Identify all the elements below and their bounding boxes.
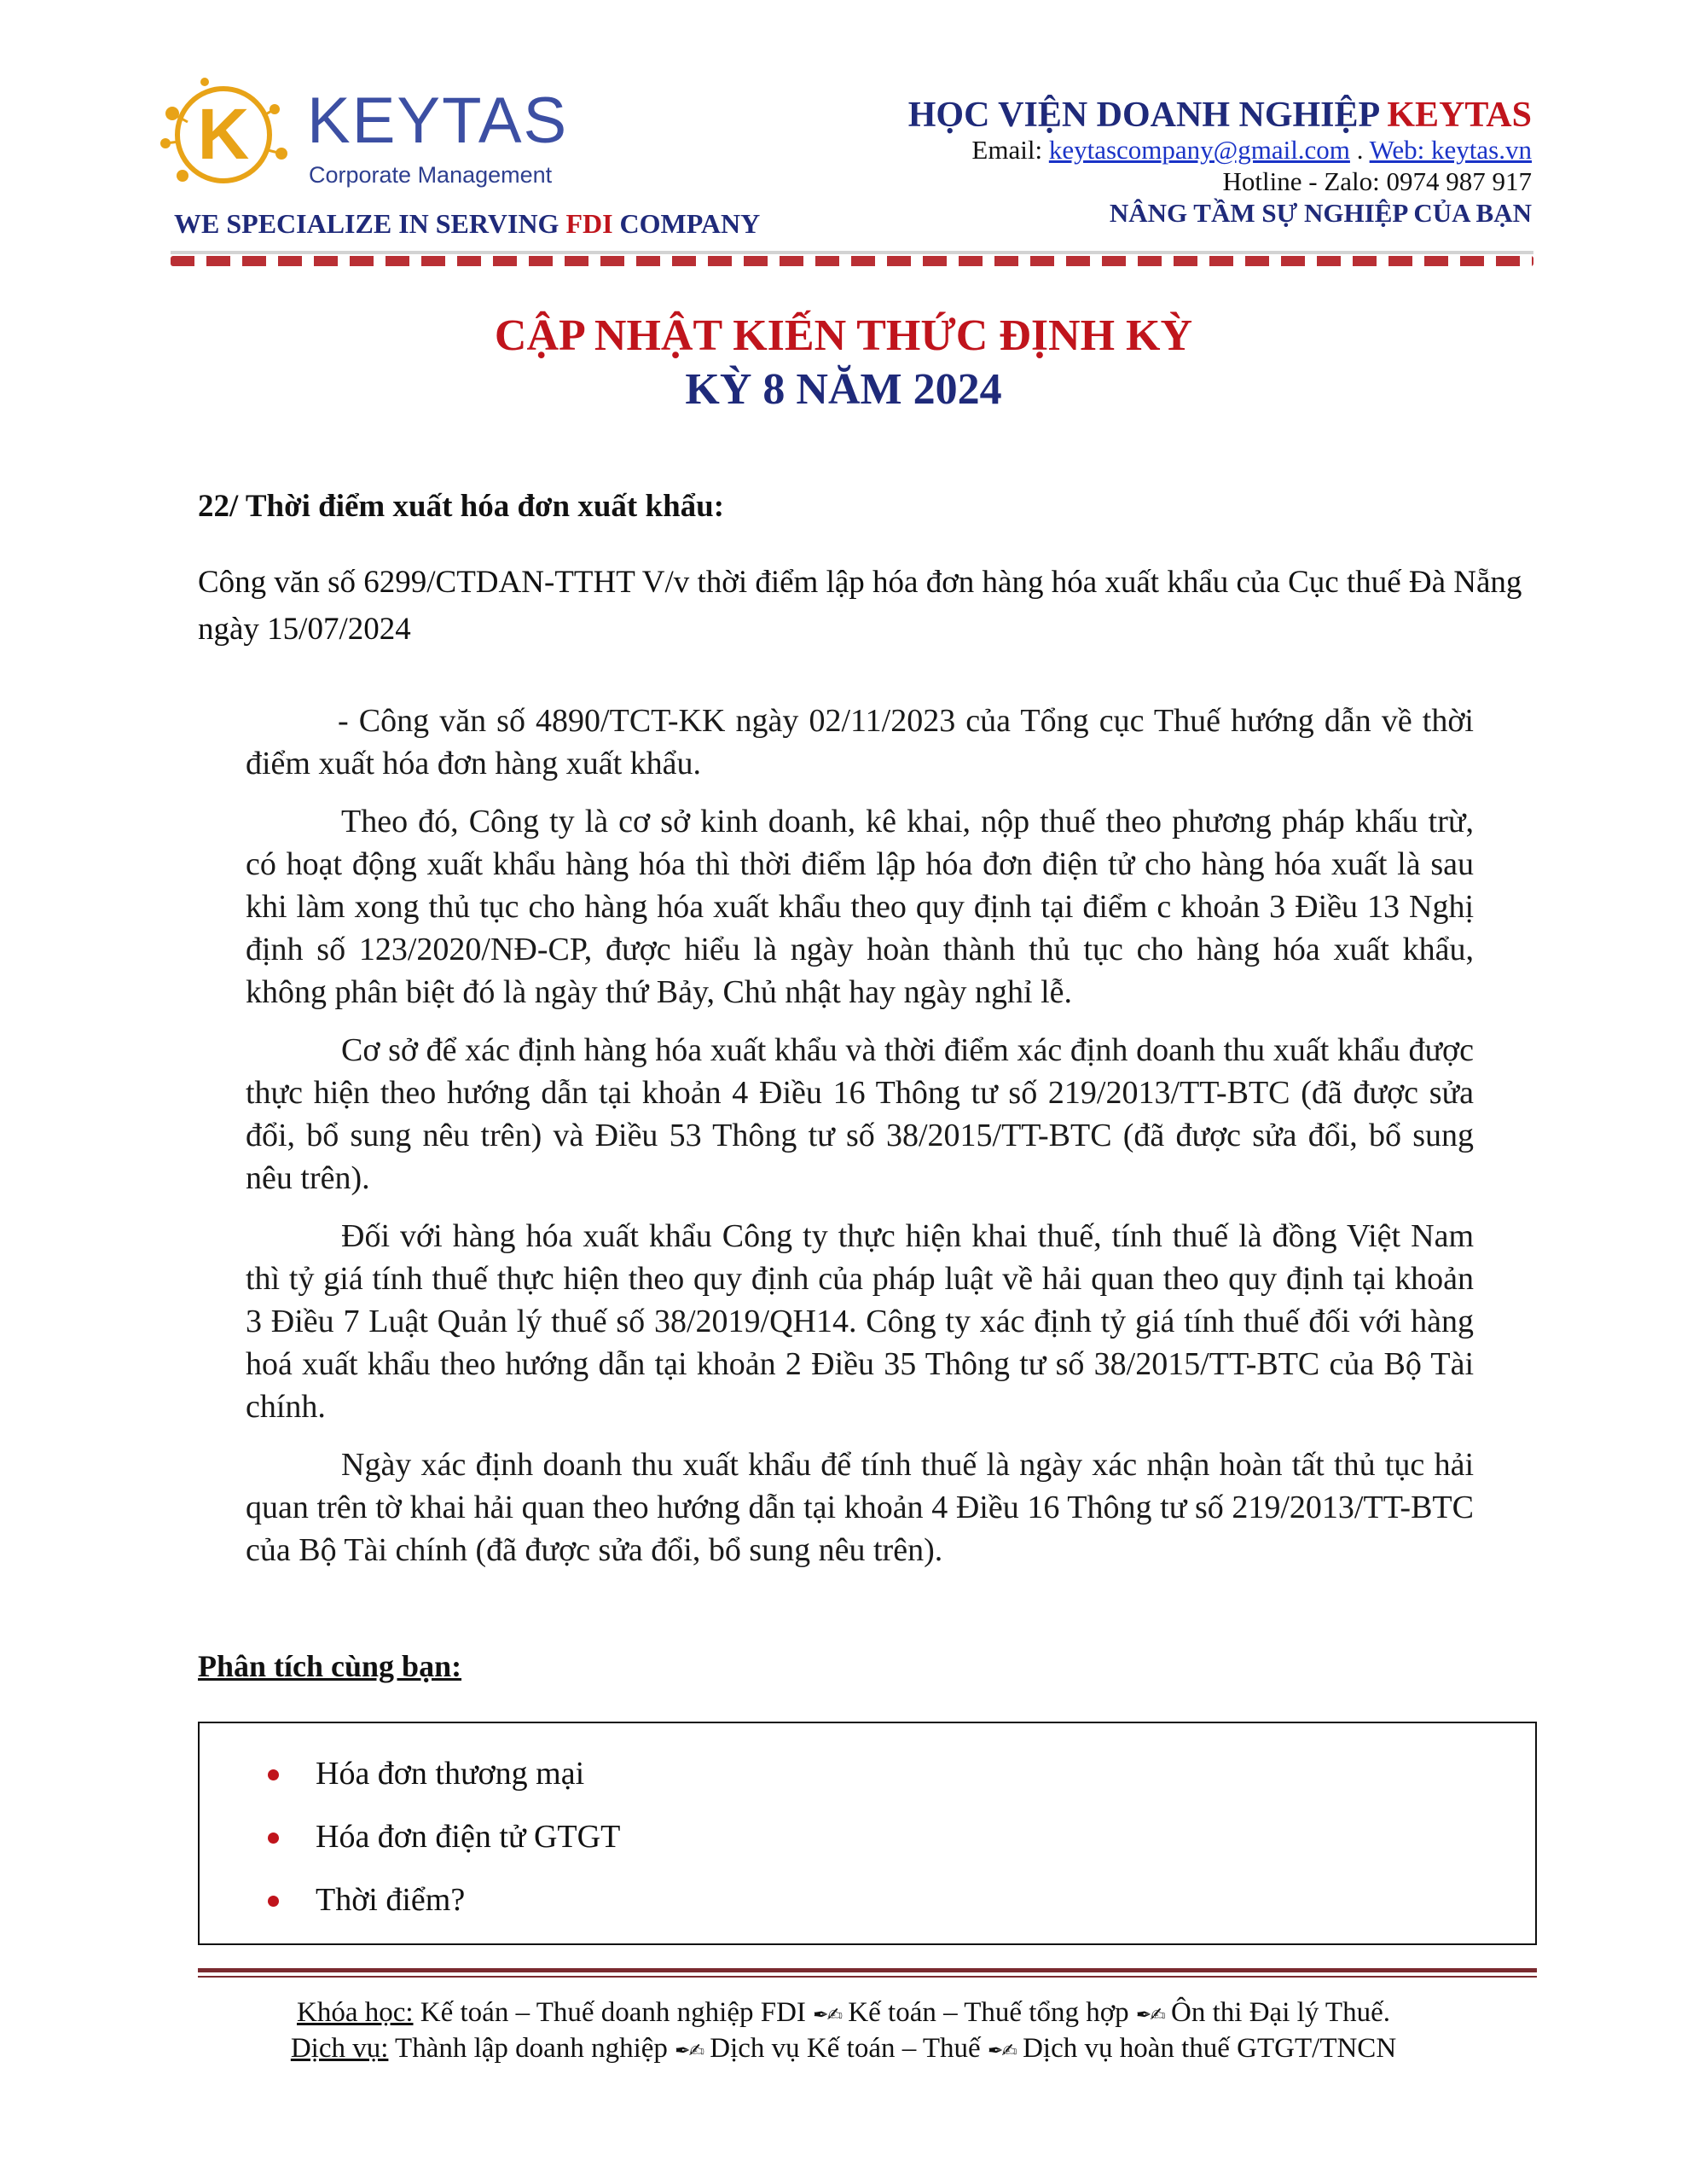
analysis-heading: Phân tích cùng bạn:: [198, 1649, 462, 1683]
slogan: NÂNG TẦM SỰ NGHIỆP CỦA BẠN: [1109, 198, 1532, 229]
excerpt-paragraph: - Công văn số 4890/TCT-KK ngày 02/11/2023 của Tổng cục Thuế hướng dẫn về thời điểm xuất hóa đơn hàng xuất khẩu.: [246, 703, 1474, 781]
pen-nib-icon: ✒✍: [813, 2005, 842, 2026]
page-subtitle: KỲ 8 NĂM 2024: [685, 365, 1002, 414]
header-shadow-line: [171, 251, 1533, 254]
email-link[interactable]: keytascompany@gmail.com: [1048, 135, 1350, 166]
company-tagline: WE SPECIALIZE IN SERVING FDI COMPANY: [174, 208, 761, 239]
footer-rule-thin: [198, 1976, 1537, 1978]
footer-services: Dịch vụ: Thành lập doanh nghiệp ✒✍ Dịch vụ Kế toán – Thuế ✒✍ Dịch vụ hoàn thuế GTGT/TNCN: [290, 2033, 1397, 2064]
contact-email-line: Email: keytascompany@gmail.com . Web: keytas.vn: [971, 135, 1532, 166]
quoted-excerpt: [246, 700, 1474, 1587]
hotline: Hotline - Zalo: 0974 987 917: [1222, 166, 1532, 196]
pen-nib-icon: ✒✍: [987, 2041, 1016, 2062]
analysis-box: [198, 1722, 1537, 1945]
excerpt-paragraph: Ngày xác định doanh thu xuất khẩu để tính thuế là ngày xác nhận hoàn tất thủ tục hải quan trên tờ khai hải quan theo hướng dẫn tại khoản 4 Điều 16 Thông tư số 219/2013/TT-BTC của Bộ Tài chính (đã được sửa đổi, bổ sung nêu trên).: [246, 1447, 1474, 1568]
analysis-list: [268, 1742, 620, 1931]
contact-block: [908, 96, 1532, 229]
section-heading: 22/ Thời điểm xuất hóa đơn xuất khẩu:: [198, 489, 725, 524]
pen-nib-icon: ✒✍: [1135, 2005, 1164, 2026]
excerpt-paragraph: Đối với hàng hóa xuất khẩu Công ty thực hiện khai thuế, tính thuế là đồng Việt Nam thì tỷ giá tính thuế thực hiện theo quy định của pháp luật về hải quan theo quy định tại khoản 3 Điều 7 Luật Quản lý thuế số 38/2019/QH14. Công ty xác định tỷ giá tính thuế đối với hàng hoá xuất khẩu theo hướng dẫn tại khoản 2 Điều 35 Thông tư số 38/2015/TT-BTC của Bộ Tài chính.: [246, 1218, 1474, 1425]
footer-rule: [198, 1968, 1537, 1972]
website-link[interactable]: Web: keytas.vn: [1369, 135, 1532, 166]
footer-courses: Khóa học: Kế toán – Thuế doanh nghiệp FDI ✒✍ Kế toán – Thuế tổng hợp ✒✍ Ôn thi Đại lý Thuế.: [296, 1997, 1390, 2028]
page-title: CẬP NHẬT KIẾN THỨC ĐỊNH KỲ: [494, 311, 1193, 360]
header-divider: [171, 256, 1533, 266]
company-logo: [154, 75, 597, 203]
excerpt-paragraph: Cơ sở để xác định hàng hóa xuất khẩu và thời điểm xác định doanh thu xuất khẩu được thực hiện theo hướng dẫn tại khoản 4 Điều 16 Thông tư số 219/2013/TT-BTC (đã được sửa đổi, bổ sung nêu trên) và Điều 53 Thông tư số 38/2015/TT-BTC (đã được sửa đổi, bổ sung nêu trên).: [246, 1032, 1474, 1196]
excerpt-paragraph: Theo đó, Công ty là cơ sở kinh doanh, kê khai, nộp thuế theo phương pháp khấu trừ, có hoạt động xuất khẩu hàng hóa thì thời điểm lập hóa đơn điện tử cho hàng hóa xuất là sau khi làm xong thủ tục cho hàng hóa xuất khẩu theo quy định tại điểm c khoản 3 Điều 13 Nghị định số 123/2020/NĐ-CP, được hiểu là ngày hoàn thành thủ tục cho hàng hóa xuất khẩu, không phân biệt đó là ngày thứ Bảy, Chủ nhật hay ngày nghỉ lễ.: [246, 804, 1474, 1010]
section-intro: Công văn số 6299/CTDAN-TTHT V/v thời điểm lập hóa đơn hàng hóa xuất khẩu của Cục thuế Đà Nẵng ngày 15/07/2024: [198, 565, 1522, 647]
list-item: Thời điểm?: [268, 1868, 620, 1931]
brand-name: KEYTAS: [307, 84, 569, 157]
brand-subtitle: Corporate Management: [309, 162, 553, 188]
logo-mark-icon: [154, 75, 307, 203]
list-item: Hóa đơn điện tử GTGT: [268, 1805, 620, 1868]
bullet-icon: [268, 1769, 279, 1780]
organization-name: HỌC VIỆN DOANH NGHIỆP KEYTAS: [907, 96, 1532, 135]
bullet-icon: [268, 1896, 279, 1907]
bullet-icon: [268, 1833, 279, 1844]
pen-nib-icon: ✒✍: [675, 2041, 704, 2062]
list-item: Hóa đơn thương mại: [268, 1742, 620, 1805]
logo-letter: K: [197, 94, 250, 174]
